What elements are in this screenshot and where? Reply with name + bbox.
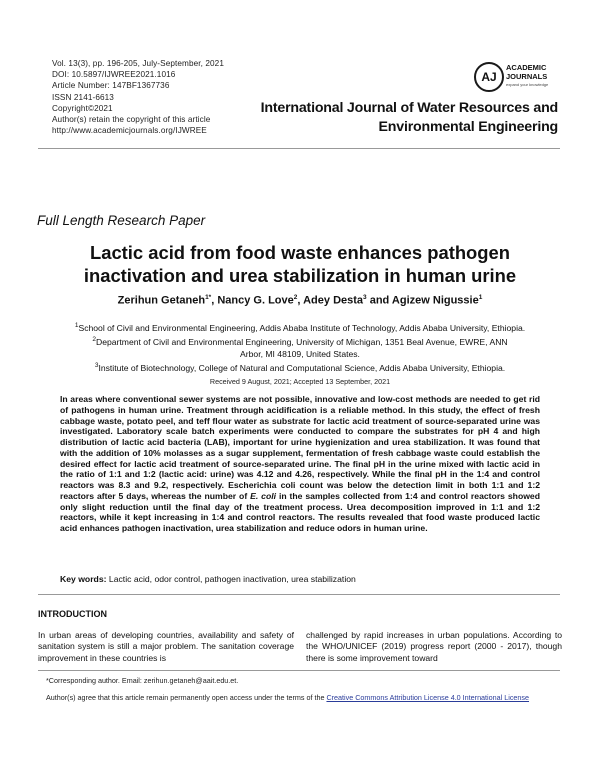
- logo-name-line2: JOURNALS: [506, 71, 548, 81]
- affiliation-text: Department of Civil and Environmental Engineering, University of Michigan, 1351 Beal Avenue, EWRE, ANN Arbor, MI 48109, United States.: [96, 337, 508, 359]
- meta-rights: Author(s) retain the copyright of this article: [52, 115, 211, 125]
- keywords: [60, 574, 540, 585]
- affiliations: [40, 320, 560, 374]
- publisher-logo: [474, 62, 564, 94]
- author-sup: 2: [293, 294, 298, 301]
- journal-title-line1: International Journal of Water Resources and: [260, 100, 558, 116]
- affiliation-sup: 1: [74, 322, 79, 329]
- footnotes: [46, 676, 562, 709]
- title-line1: Lactic acid from food waste enhances pathogen: [89, 242, 510, 263]
- abstract-text: In areas where conventional sewer systems are not possible, innovative and low-cost methods are needed to get rid of pathogens in human urine. Treatment through acidification is a reliable method. In this study, the effect of fresh cabbage waste, potato peel, and teff flour water as substrate for lactic acid treatment of source-separated urine was investigated. Laboratory scale batch experiments were conducted to compare the substrates for pH 4 and high distribution of lactic acid bacteria (LAB), important for urine hygienization and urea stabilization. It was found that with the addition of 10% molasses as a sugar supplement, fermentation of fresh cabbage waste could establish the desired effect for lactic acid treatment of source-separated urine. The final pH in the urine mixed with lactic acid in the ratio of 1:1 and 1:2 (lactic acid: urine) was 4.12 and 4.26, respectively. While the final pH in the 1:4 and control reactors was 8.3 and 9.2, respectively. Escherichia coli count was below the detection limit in both 1:1 and 1:2 reactors after 5 days, whereas the number of: [60, 394, 540, 501]
- abstract-italic: E. coli: [250, 490, 277, 501]
- header-divider: [38, 148, 560, 149]
- author-separator: and: [366, 294, 392, 307]
- meta-issn: ISSN 2141-6613: [52, 92, 114, 102]
- article-metadata: [52, 58, 224, 136]
- affiliation-sup: 3: [94, 361, 99, 369]
- logo-tagline: expand your knowledge: [506, 82, 549, 87]
- paper-type: Full Length Research Paper: [37, 213, 206, 228]
- meta-doi[interactable]: DOI: 10.5897/IJWREE2021.1016: [52, 70, 176, 80]
- license-link[interactable]: Creative Commons Attribution License 4.0 International License: [326, 692, 530, 702]
- logo-name: [506, 64, 547, 81]
- abstract-divider: [38, 594, 560, 595]
- affiliation-sup: 2: [92, 336, 97, 344]
- author-name: Agizew Nigussie: [391, 294, 479, 307]
- journal-title-line2: Environmental Engineering: [378, 118, 558, 135]
- keywords-text: Lactic acid, odor control, pathogen inactivation, urea stabilization: [108, 574, 356, 584]
- meta-article-number: Article Number: 147BF1367736: [52, 81, 170, 91]
- logo-name-line1: ACADEMIC: [506, 63, 547, 72]
- footnote-divider: [38, 670, 560, 671]
- keywords-label: Key words:: [60, 574, 107, 584]
- meta-volume: Vol. 13(3), pp. 196-205, July-September, 2021: [52, 59, 224, 68]
- author-name: Zerihun Getaneh: [117, 294, 206, 307]
- author-sup: 1: [478, 294, 483, 301]
- abstract-text: in the samples collected from 1:4 and control reactors showed only slight reduction until the final day of the treatment process. Urea decomposition improved in 1:1 and 1:2 reactors, while it kept increasing in 1:4 and control reactors. The results revealed that food waste produced lactic acid enhances pathogen inactivation, urea stabilization and reduce odors in human urine.: [60, 490, 540, 533]
- meta-journal-url[interactable]: http://www.academicjournals.org/IJWREE: [52, 126, 207, 136]
- author-separator: ,: [297, 294, 304, 307]
- section-heading-introduction: INTRODUCTION: [38, 609, 107, 619]
- abstract: [60, 394, 540, 534]
- license-statement: [46, 693, 562, 704]
- affiliation-2: [40, 334, 560, 360]
- logo-mark: AJ: [474, 62, 504, 92]
- author-separator: ,: [211, 294, 218, 307]
- received-dates: Received 9 August, 2021; Accepted 13 September, 2021: [209, 377, 391, 386]
- affiliation-text: Institute of Biotechnology, College of Natural and Computational Science, Addis Ababa University, Ethiopia.: [98, 362, 506, 373]
- author-name: Adey Desta: [303, 294, 364, 307]
- author-sup: 1*: [205, 294, 212, 301]
- affiliation-3: [40, 360, 560, 374]
- article-title: [40, 242, 560, 287]
- intro-column-left: In urban areas of developing countries, availability and safety of sanitation system is still a major problem. The sanitation coverage improvement in these countries is: [38, 630, 294, 663]
- meta-copyright: Copyright©2021: [52, 103, 113, 113]
- title-line2: inactivation and urea stabilization in human urine: [83, 264, 517, 286]
- affiliation-1: [40, 320, 560, 334]
- author-sup: 3: [363, 294, 367, 301]
- author-list: [40, 294, 560, 307]
- intro-column-right: challenged by rapid increases in urban populations. According to the WHO/UNICEF (2019) progress report (2000 - 2017), though there is some improvement toward: [306, 630, 562, 663]
- author-name: Nancy G. Love: [217, 294, 294, 307]
- license-text: Author(s) agree that this article remain permanently open access under the terms of the: [46, 692, 327, 702]
- corresponding-author: *Corresponding author. Email: zerihun.getaneh@aait.edu.et.: [46, 676, 239, 685]
- affiliation-text: School of Civil and Environmental Engineering, Addis Ababa Institute of Technology, Addis Ababa University, Ethiopia.: [78, 322, 526, 333]
- journal-title: [261, 99, 558, 136]
